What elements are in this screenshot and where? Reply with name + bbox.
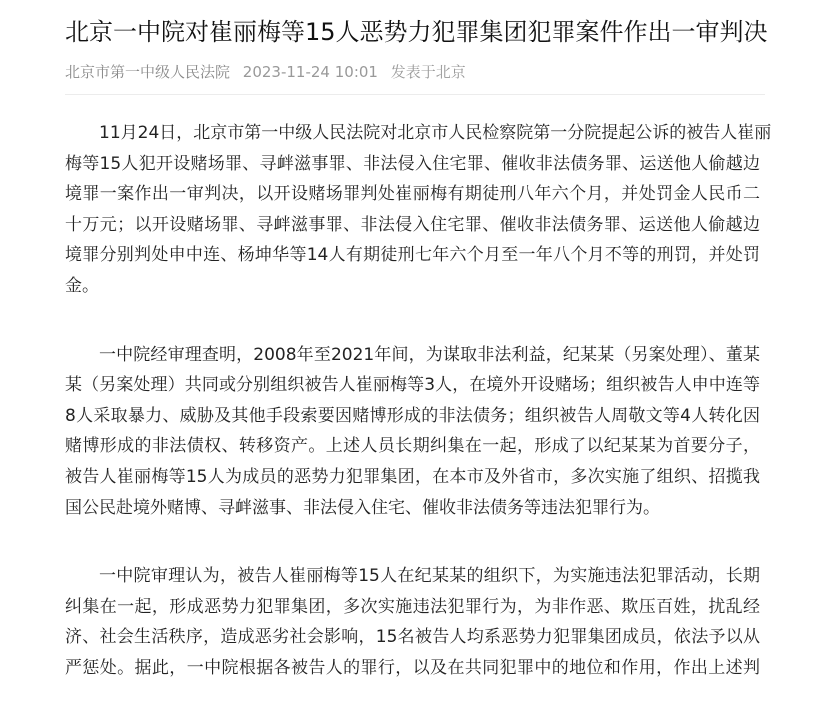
header-divider [65,94,765,95]
article-body [65,118,772,722]
article-datetime: 2023-11-24 10:01 [242,63,378,81]
paragraph-2 [65,340,760,524]
paragraph-line: 济、社会生活秩序，造成恶劣社会影响，15名被告人均系恶势力犯罪集团成员，依法予以从 [65,627,760,648]
article-title: 北京一中院对崔丽梅等15人恶势力犯罪集团犯罪案件作出一审判决 [65,18,768,46]
paragraph-line: 境罪分别判处申中连、杨坤华等14人有期徒刑七年六个月至一年八个月不等的刑罚，并处罚 [65,245,760,266]
paragraph-line: 赌博形成的非法债权、转移资产。上述人员长期纠集在一起，形成了以纪某某为首要分子， [65,436,760,457]
paragraph-line: 某（另案处理）共同或分别组织被告人崔丽梅等3人，在境外开设赌场；组织被告人申中连等 [65,375,760,396]
paragraph-line: 金。 [65,275,99,296]
paragraph-line: 纠集在一起，形成恶势力犯罪集团，多次实施违法犯罪行为，为非作恶、欺压百姓，扰乱经 [65,596,760,617]
paragraph-line: 11月24日，北京市第一中级人民法院对北京市人民检察院第一分院提起公诉的被告人崔丽 [99,123,772,143]
paragraph-line: 被告人崔丽梅等15人为成员的恶势力犯罪集团，在本市及外省市，多次实施了组织、招揽我 [65,466,760,487]
paragraph-line: 一中院审理认为，被告人崔丽梅等15人在纪某某的组织下，为实施违法犯罪活动，长期 [99,566,760,587]
paragraph-line: 一中院经审理查明，2008年至2021年间，为谋取非法利益，纪某某（另案处理）、董某 [99,344,760,365]
article-meta [65,61,474,83]
paragraph-line: 严惩处。据此，一中院根据各被告人的罪行，以及在共同犯罪中的地位和作用，作出上述判 [65,657,760,678]
article-source[interactable]: 北京市第一中级人民法院 [65,63,231,81]
paragraph-line: 8人采取暴力、威胁及其他手段索要因赌博形成的非法债务；组织被告人周敬文等4人转化因 [65,405,760,426]
paragraph-line: 国公民赴境外赌博、寻衅滋事、非法侵入住宅、催收非法债务等违法犯罪行为。 [65,497,660,518]
paragraph-line: 境罪一案作出一审判决，以开设赌场罪判处崔丽梅有期徒刑八年六个月，并处罚金人民币二 [65,184,760,205]
paragraph-1 [65,118,772,302]
paragraph-line: 十万元；以开设赌场罪、寻衅滋事罪、非法侵入住宅罪、催收非法债务罪、运送他人偷越边 [65,214,760,235]
article-location: 发表于北京 [390,63,466,81]
paragraph-3 [65,561,760,683]
paragraph-line: 梅等15人犯开设赌场罪、寻衅滋事罪、非法侵入住宅罪、催收非法债务罪、运送他人偷越边 [65,153,760,174]
